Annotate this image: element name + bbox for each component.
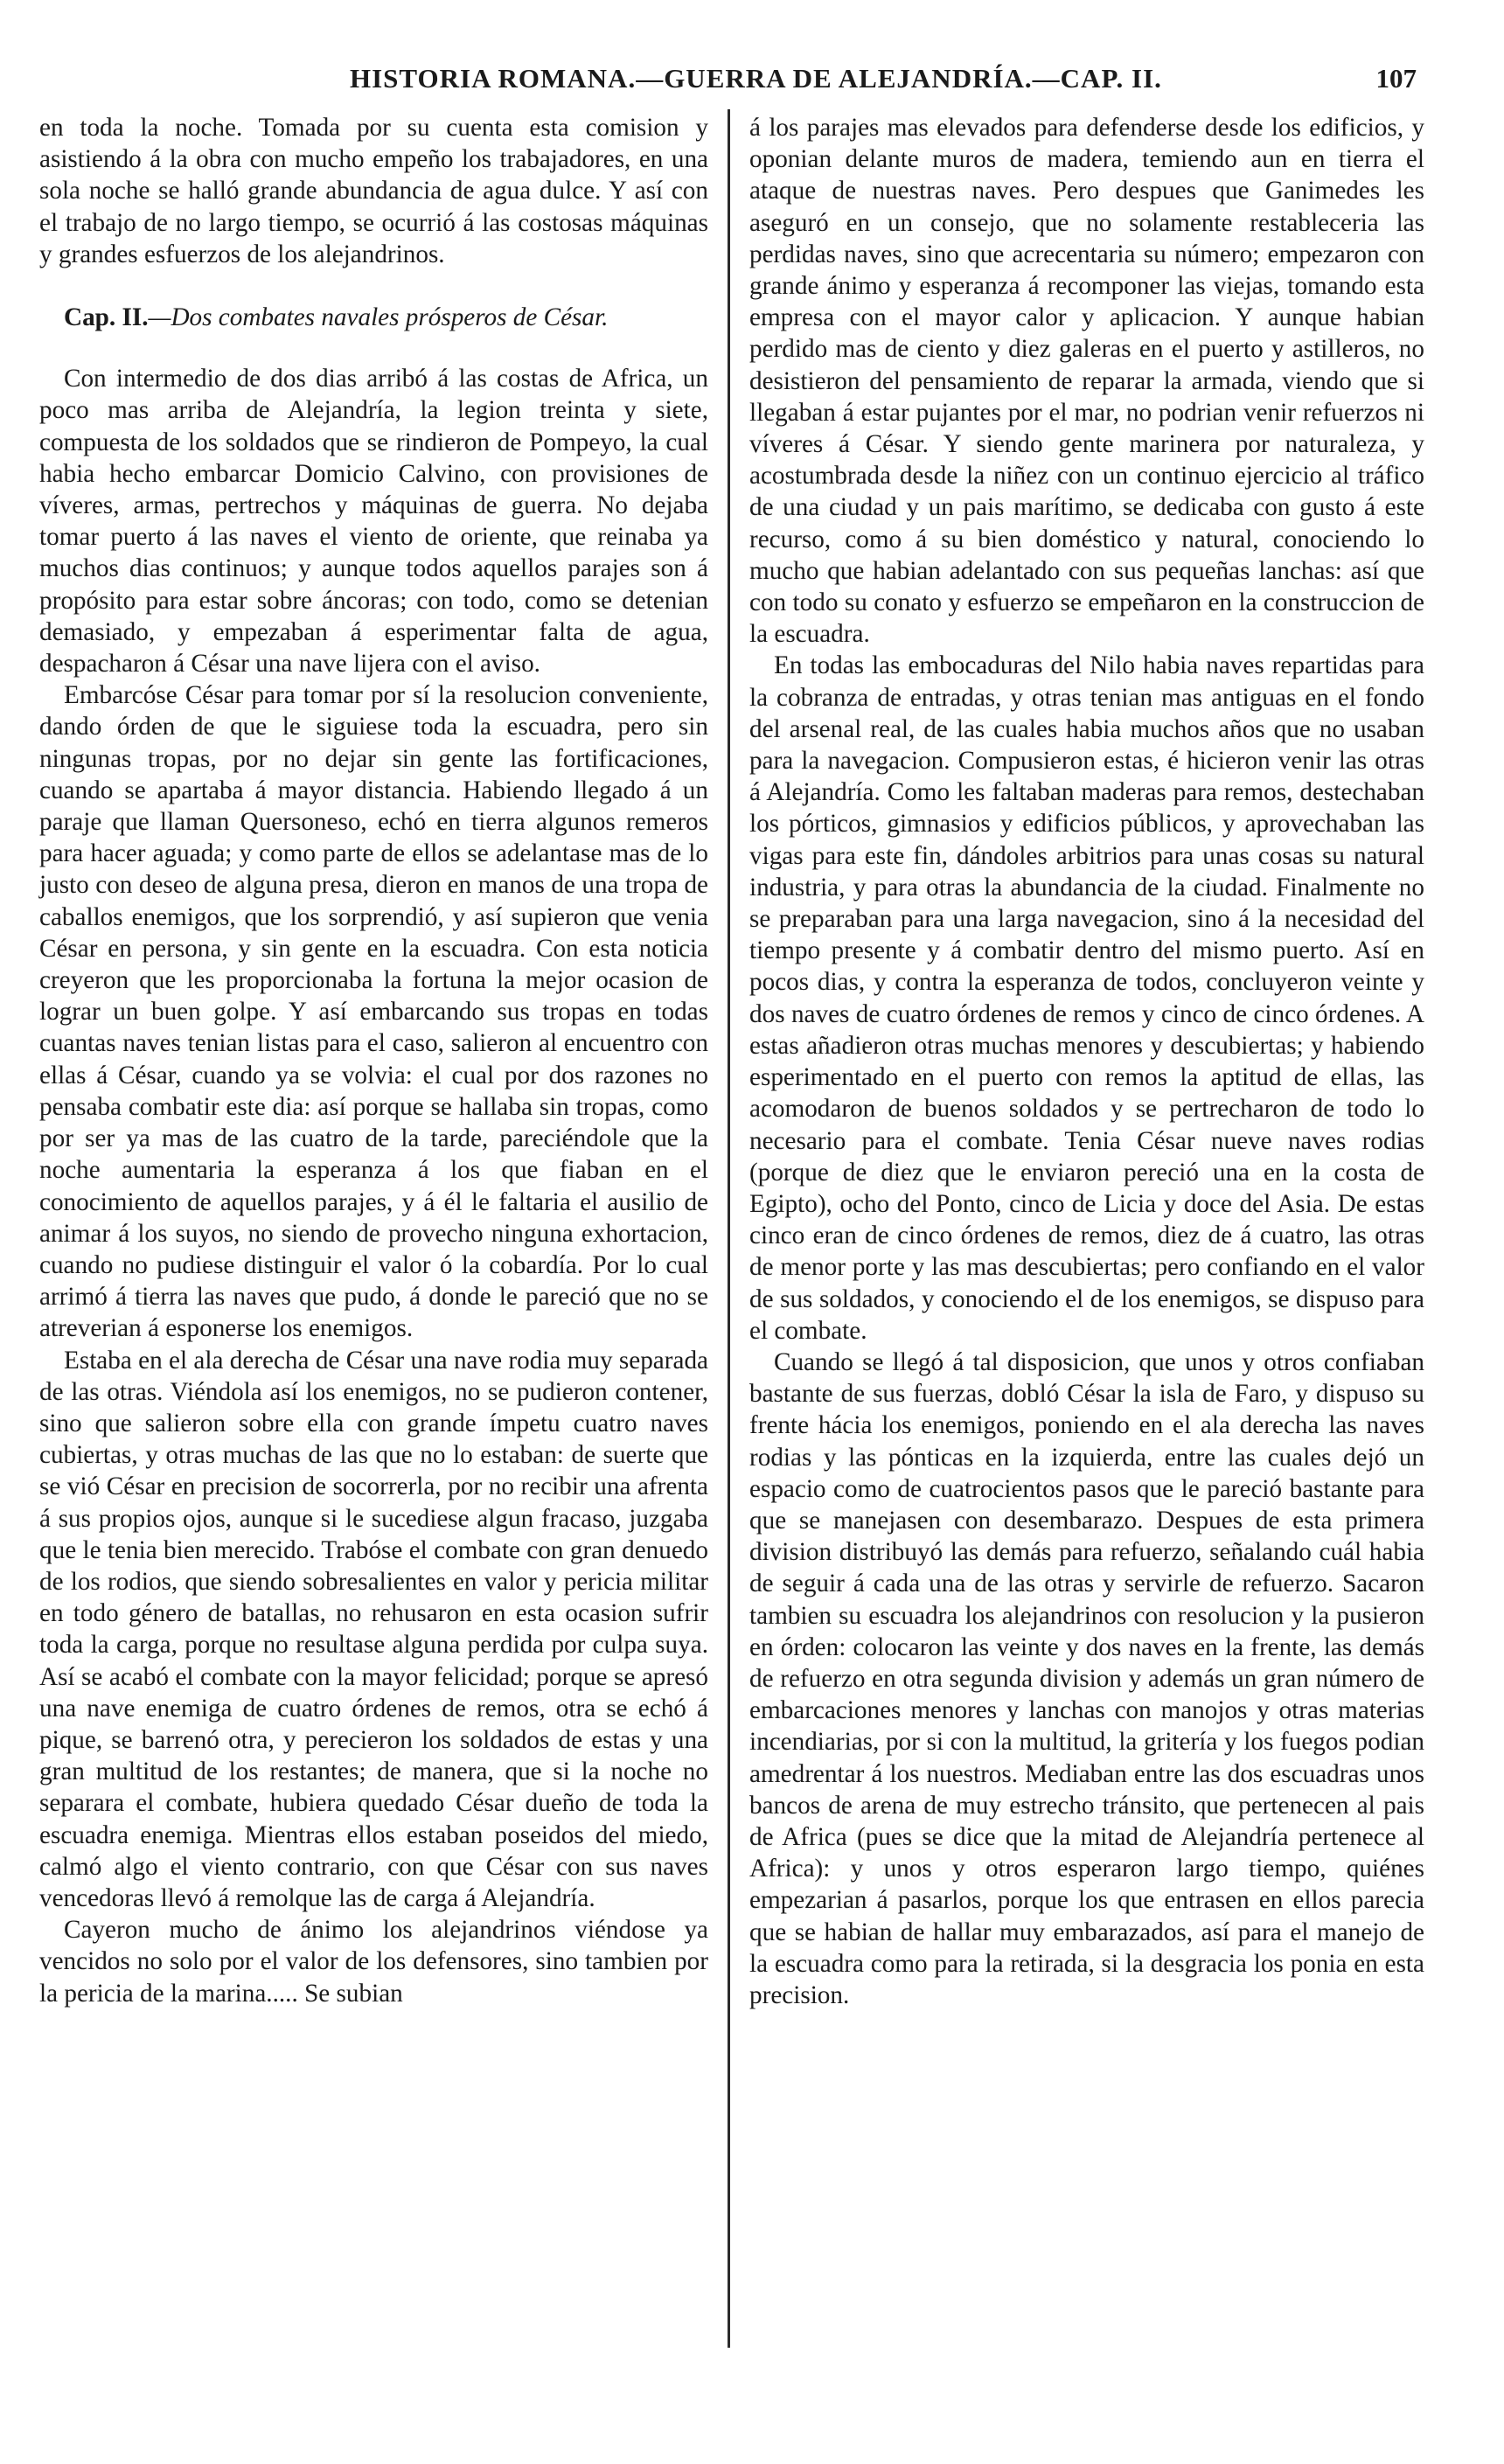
paragraph: En todas las embocaduras del Nilo habia naves repartidas para la cobranza de entradas, y otras tenian mas antiguas en el fondo del arsenal real, de las cuales habia muchos años que no usaban para la navegacion. Compusieron estas, é hicieron venir las otras á Alejandría. Como les faltaban maderas para remos, destechaban los pórticos, gimnasios y edificios públicos, y aprovechaban las vigas para este fin, dándoles arbitrios para unas cosas su natural industria, y para otras la abundancia de la ciudad. Finalmente no se preparaban para una larga navegacion, sino á la necesidad del tiempo presente y á combatir dentro del mismo puerto. Así en pocos dias, y contra la esperanza de todos, concluyeron veinte y dos naves de cuatro órdenes de remos y cinco de cinco órdenes. A estas añadieron otras muchas menores y descubiertas; y habiendo esperimentado en el puerto con remos la aptitud de ellas, las acomodaron de buenos soldados y se pertrecharon de todo lo necesario para el combate. Tenia César nueve naves rodias (porque de diez que le enviaron pereció una en la costa de Egipto), ocho del Ponto, cinco de Licia y doce del Asia. De estas cinco eran de cinco órdenes de remos, diez de á cuatro, las otras de menor porte y las mas descubiertas; pero confiando en el valor de sus soldados, y conociendo el de los enemigos, se dispuso para el combate. (749, 651, 1424, 1345)
paragraph: Con intermedio de dos dias arribó á las costas de Africa, un poco mas arriba de Alejandría, la legion treinta y siete, compuesta de los soldados que se rindieron de Pompeyo, la cual habia hecho embarcar Domicio Calvino, con provisiones de víveres, armas, pertrechos y máquinas de guerra. No dejaba tomar puerto á las naves el viento de oriente, que reinaba ya muchos dias continuos; y aunque todos aquellos parajes son á propósito para estar sobre áncoras; con todo, como se detenian demasiado, y empezaban á esperimentar falta de agua, despacharon á César una nave lijera con el aviso. (39, 365, 708, 679)
right-column (749, 112, 1424, 2011)
chapter-title: —Dos combates navales prósperos de César. (148, 303, 609, 332)
running-header (96, 63, 1417, 107)
running-title: HISTORIA ROMANA.—GUERRA DE ALEJANDRÍA.—CAP. II. (350, 63, 1162, 94)
chapter-heading (39, 302, 708, 333)
paragraph: en toda la noche. Tomada por su cuenta esta comision y asistiendo á la obra con mucho empeño los trabajadores, en una sola noche se halló grande abundancia de agua dulce. Y así con el trabajo de no largo tiempo, se ocurrió á las costosas máquinas y grandes esfuerzos de los alejandrinos. (39, 114, 708, 268)
column-divider (728, 109, 730, 2348)
chapter-label: Cap. II. (64, 303, 149, 332)
paragraph: Cuando se llegó á tal disposicion, que unos y otros confiaban bastante de sus fuerzas, dobló César la isla de Faro, y dispuso su frente hácia los enemigos, poniendo en el ala derecha las naves rodias y las pónticas en la izquierda, entre las cuales dejó un espacio como de cuatrocientos pasos que le pareció bastante para que se manejasen con desembarazo. Despues de esta primera division distribuyó las demás para refuerzo, señalando cuál habia de seguir á cada una de las otras y servirle de refuerzo. Sacaron tambien su escuadra los alejandrinos con resolucion y la pusieron en órden: colocaron las veinte y dos naves en la frente, las demás de refuerzo en otra segunda division y además un gran número de embarcaciones menores y lanchas con manojos y otras materias incendiarias, por si con la multitud, la gritería y los fuegos podian amedrentar á los nuestros. Mediaban entre las dos escuadras unos bancos de arena de muy estrecho tránsito, que pertenecen al pais de Africa (pues se dice que la mitad de Alejandría pertenece al Africa): y unos y otros esperaron largo tiempo, quiénes empezarian á pasarlos, porque los que entrasen en ellos parecia que se habian de hallar muy embarazados, así para el manejo de la escuadra como para la retirada, si la desgracia los ponia en esta precision. (749, 1347, 1424, 2009)
paragraph: á los parajes mas elevados para defenderse desde los edificios, y oponian delante muros de madera, temiendo aun en tierra el ataque de nuestras naves. Pero despues que Ganimedes les aseguró en un consejo, que no solamente restableceria las perdidas naves, sino que acrecentaria su número; empezaron con grande ánimo y esperanza á recomponer las viejas, tomando esta empresa con el mayor calor y aplicacion. Y aunque habian perdido mas de ciento y diez galeras en el puerto y astilleros, no desistieron del pensamiento de reparar la armada, viendo que si llegaban á estar pujantes por el mar, no podrian venir refuerzos ni víveres á César. Y siendo gente marinera por naturaleza, y acostumbrada desde la niñez con un continuo ejercicio al tráfico de una ciudad y un pais marítimo, se dedicaba con gusto á este recurso, como á su bien doméstico y natural, conociendo lo mucho que habian adelantado con sus pequeñas lanchas: así que con todo su conato y esfuerzo se empeñaron en la construccion de la escuadra. (749, 114, 1424, 649)
left-column (39, 112, 708, 2009)
paragraph: Embarcóse César para tomar por sí la resolucion conveniente, dando órden de que le siguiese toda la escuadra, pero sin ningunas tropas, por no dejar sin gente las fortificaciones, cuando se apartaba á mayor distancia. Habiendo llegado á un paraje que llaman Quersoneso, echó en tierra algunos remeros para hacer aguada; y como parte de ellos se adelantase mas de lo justo con deseo de alguna presa, dieron en manos de una tropa de caballos enemigos, que los sorprendió, y así supieron que venia César en persona, y sin gente en la escuadra. Con esta noticia creyeron que les proporcionaba la fortuna la mejor ocasion de lograr un buen golpe. Y así embarcando sus tropas en todas cuantas naves tenian listas para el caso, salieron al encuentro con ellas á César, cuando ya se volvia: el cual por dos razones no pensaba combatir este dia: así porque se hallaba sin tropas, como por ser ya mas de las cuatro de la tarde, pareciéndole que la noche aumentaria la esperanza á los que fiaban en el conocimiento de aquellos parajes, y á él le faltaria el ausilio de animar á los suyos, no siendo de provecho ninguna exhortacion, cuando no pudiese distinguir el valor ó la cobardía. Por lo cual arrimó á tierra las naves que pudo, á donde le pareció que no se atreverian á esponerse los enemigos. (39, 681, 708, 1343)
paragraph: Cayeron mucho de ánimo los alejandrinos viéndose ya vencidos no solo por el valor de los defensores, sino tambien por la pericia de la marina..... Se subian (39, 1916, 708, 2008)
paragraph: Estaba en el ala derecha de César una nave rodia muy separada de las otras. Viéndola así los enemigos, no se pudieron contener, sino que salieron sobre ella con grande ímpetu cuatro naves cubiertas, y otras muchas de las que no lo estaban: de suerte que se vió César en precision de socorrerla, por no recibir una afrenta á sus propios ojos, aunque si le sucediese algun fracaso, juzgaba que le tenia bien merecido. Trabóse el combate con gran denuedo de los rodios, que siendo sobresalientes en valor y pericia militar en todo género de batallas, no rehusaron en esta ocasion sufrir toda la carga, porque no resultase alguna perdida por culpa suya. Así se acabó el combate con la mayor felicidad; porque se apresó una nave enemiga de cuatro órdenes de remos, otra se echó á pique, se barrenó otra, y perecieron los soldados de estas y una gran multitud de los restantes; de manera, que si la noche no separara el combate, hubiera quedado César dueño de toda la escuadra enemiga. Mientras ellos estaban poseidos del miedo, calmó algo el viento contrario, con que César con sus naves vencedoras llevó á remolque las de carga á Alejandría. (39, 1346, 708, 1912)
page-number: 107 (1375, 63, 1417, 94)
